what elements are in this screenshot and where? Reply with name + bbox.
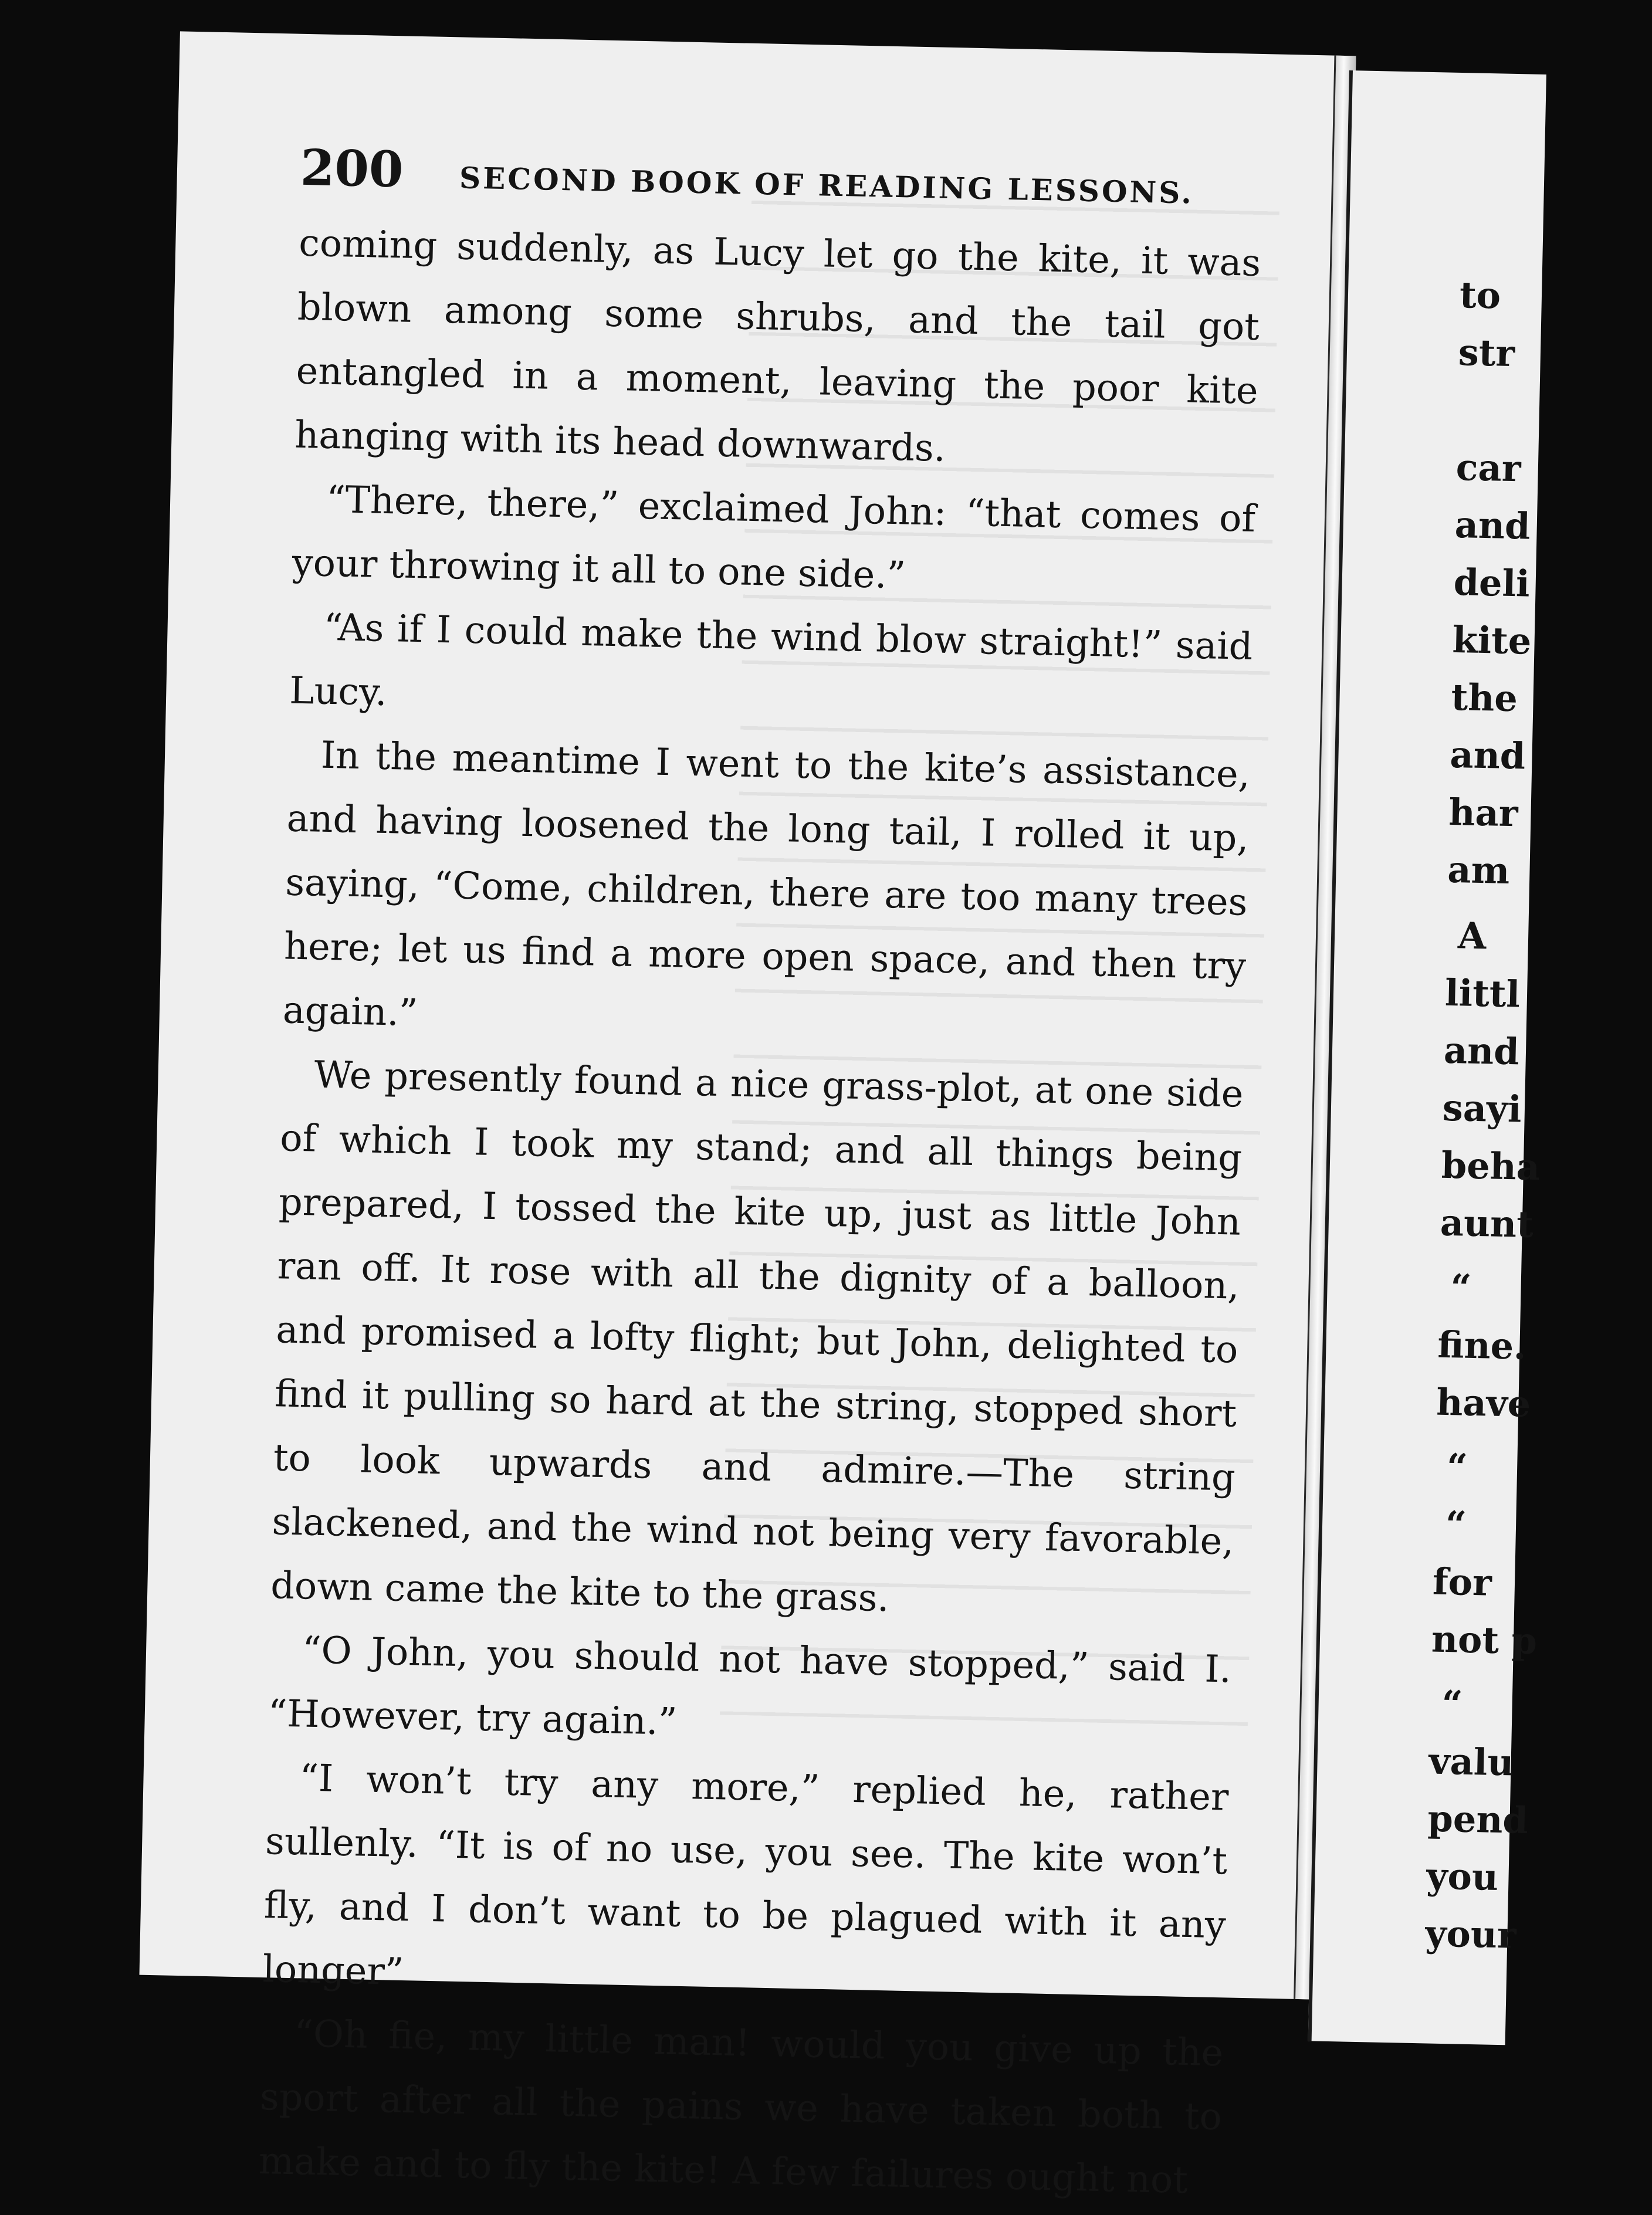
paragraph: “Oh fie, my little man! would you give up the sport after all the pains we have taken both to make and to fly the kite! A few failures ought not [258,2011,1224,2202]
line-fragment: to [1459,273,1501,317]
paragraph: “I won’t try any more,” replied he, rather sullenly. “It is of no use, you see. The kite won’t fly, and I don’t want to be plagued with it any longer” [262,1756,1230,1994]
right-page [1308,70,1546,2045]
line-fragment: and [1449,733,1526,778]
line-fragment: for [1432,1560,1492,1604]
paragraph: “As if I could make the wind blow straight!” said Lucy. [289,605,1254,714]
line-fragment: and [1454,503,1531,548]
line-fragment: your [1424,1912,1517,1957]
page-header [300,138,1263,223]
line-fragment: pend [1427,1797,1529,1843]
line-fragment: “ [1446,1445,1468,1489]
line-fragment: deli [1453,560,1531,605]
line-fragment: aunt [1440,1201,1534,1246]
line-fragment: have [1436,1380,1531,1425]
left-page [140,31,1356,2202]
paragraph: coming suddenly, as Lucy let go the kite, it was blown among some shrubs, and the tail got entangled in a moment, leaving the poor kite hanging with its head downwards. [294,221,1261,470]
page-number: 200 [300,138,404,199]
line-fragment: har [1448,790,1519,835]
line-fragment: valu [1428,1739,1515,1784]
line-fragment: “ [1441,1682,1464,1726]
paragraph: In the meantime I went to the kite’s assistance, and having loosened the long tail, I rolled it up, saying, “Come, children, there are too many trees here; let us find a more open space, and then try again.” [282,733,1251,1035]
line-fragment: kite [1451,618,1532,663]
line-fragment: str [1458,331,1515,375]
line-fragment: beha [1441,1143,1541,1189]
line-fragment: fine. [1437,1323,1527,1368]
page-body [258,211,1261,2213]
line-fragment: “ [1450,1266,1472,1309]
line-fragment: A [1457,914,1487,958]
line-fragment: car [1455,445,1522,490]
paragraph: “There, there,” exclaimed John: “that comes of your throwing it all to one side.” [292,477,1256,597]
paragraph: We presently found a nice grass-plot, at one side of which I took my stand; and all things being prepared, I tossed the kite up, just as little John ran off. It rose with all the dignity of a balloon, and promised a lofty flight; but John, delighted to find it pulling so hard at the string, stopped short to look upwards and admire.—The string slackened, and the wind not being very favorable, down came the kite to the grass. [270,1052,1244,1620]
paragraph: “O John, you should not have stopped,” said I. “However, try again.” [268,1628,1232,1743]
line-fragment: “ [1445,1502,1467,1546]
line-fragment: you [1426,1854,1499,1899]
line-fragment: and [1443,1028,1520,1073]
line-fragment: sayi [1442,1086,1522,1131]
line-fragment: am [1447,848,1511,893]
line-fragment: the [1450,675,1518,720]
running-title: SECOND BOOK OF READING LESSONS. [459,160,1194,211]
line-fragment: littl [1444,971,1521,1016]
line-fragment: not p [1431,1617,1538,1663]
